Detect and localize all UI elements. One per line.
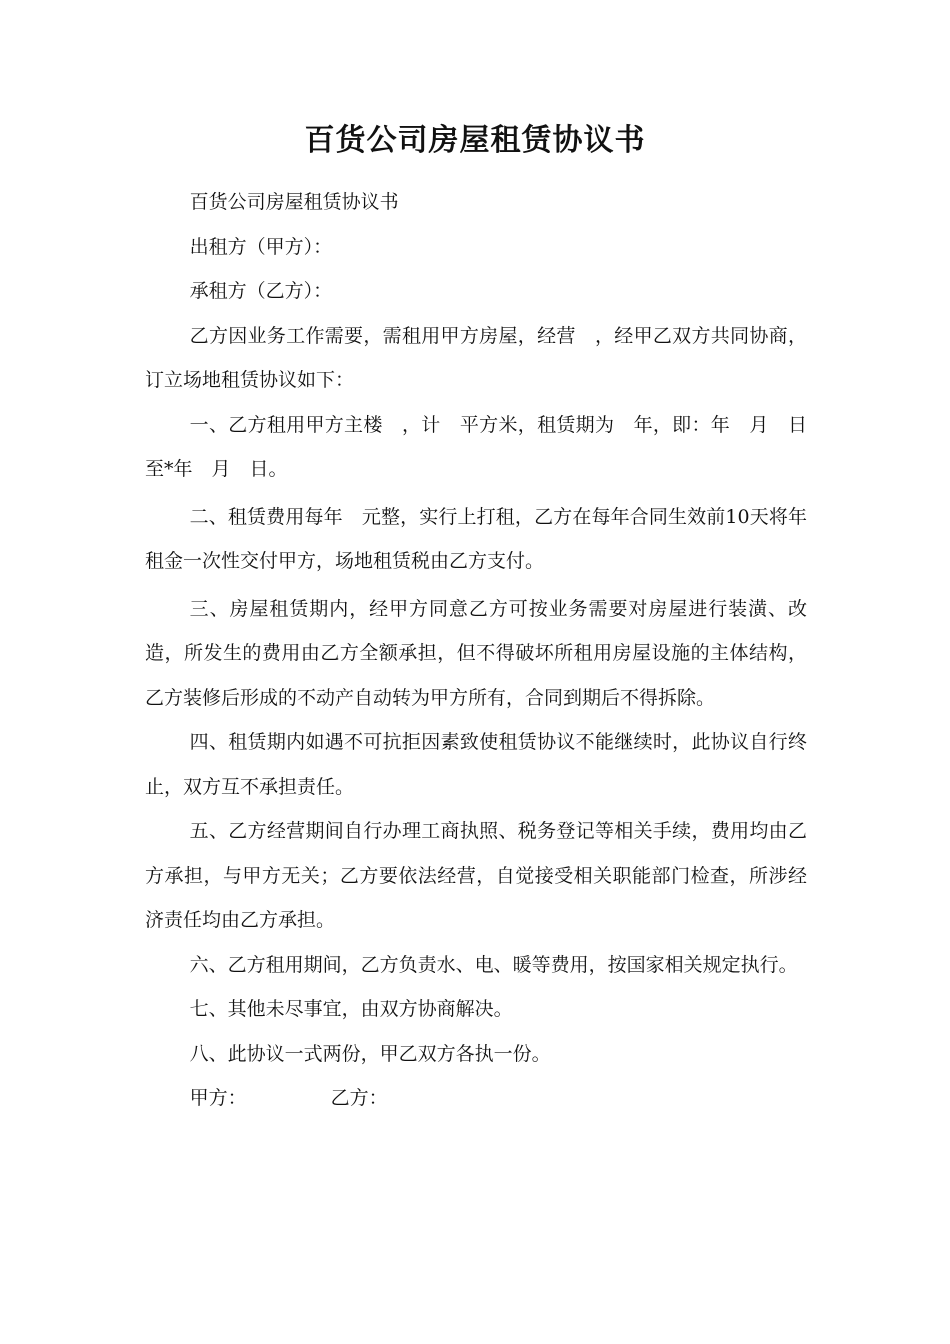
- clause-8: 八、此协议一式两份，甲乙双方各执一份。: [189, 1042, 551, 1065]
- signature-party-b: 乙方：: [330, 1087, 388, 1109]
- document-body: [145, 180, 807, 1121]
- paragraph-lessor: 出租方（甲方）：: [189, 235, 333, 258]
- clause-4: 四、租赁期内如遇不可抗拒因素致使租赁协议不能继续时，此协议自行终止，双方互不承担责任。: [145, 731, 807, 798]
- signature-party-a: 甲方：: [189, 1087, 247, 1109]
- paragraph-lessee: 承租方（乙方）：: [189, 280, 333, 302]
- clause-6: 六、乙方租用期间，乙方负责水、电、暖等费用，按国家相关规定执行。: [189, 953, 798, 976]
- paragraph-heading: 百货公司房屋租赁协议书: [189, 191, 399, 213]
- clause-7: 七、其他未尽事宜，由双方协商解决。: [189, 998, 513, 1020]
- signature-line: [145, 1076, 807, 1121]
- document-title: 百货公司房屋租赁协议书: [304, 123, 646, 158]
- clause-2: 二、租赁费用每年 元整，实行上打租，乙方在每年合同生效前10天将年租金一次性交付甲方，场地租赁税由乙方支付。: [145, 505, 807, 572]
- paragraph-preamble: 乙方因业务工作需要，需租用甲方房屋，经营 ，经甲乙双方共同协商，订立场地租赁协议如下：: [145, 324, 807, 391]
- clause-3: 三、房屋租赁期内，经甲方同意乙方可按业务需要对房屋进行装潢、改造，所发生的费用由乙方全额承担，但不得破坏所租用房屋设施的主体结构，乙方装修后形成的不动产自动转为甲方所有，合同到期后不得拆除。: [145, 597, 807, 709]
- clause-1: 一、乙方租用甲方主楼 ，计 平方米，租赁期为 年，即：年 月 日至*年 月 日。: [145, 413, 807, 480]
- clause-5: 五、乙方经营期间自行办理工商执照、税务登记等相关手续，费用均由乙方承担，与甲方无关；乙方要依法经营，自觉接受相关职能部门检查，所涉经济责任均由乙方承担。: [145, 820, 807, 931]
